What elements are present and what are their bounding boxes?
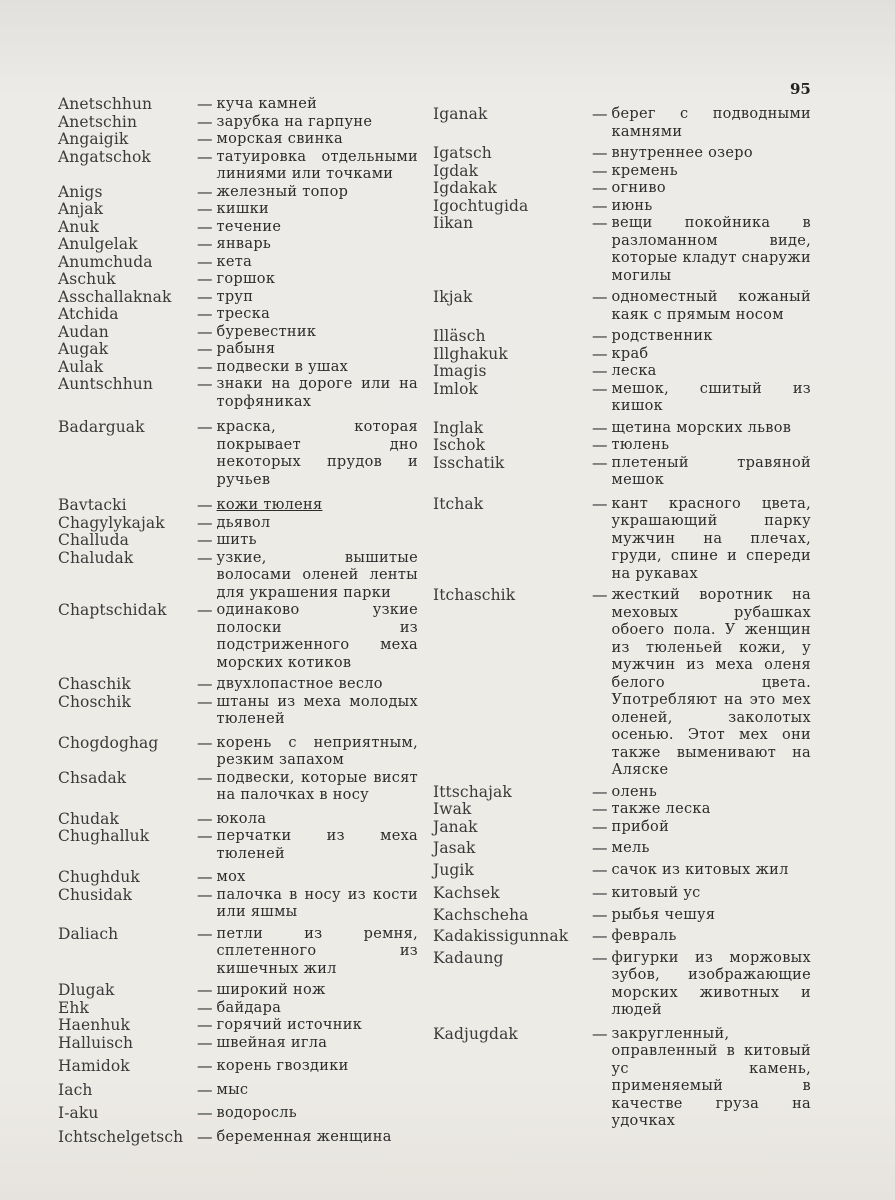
- term: Ehk: [58, 998, 89, 1017]
- definition: течение: [216, 218, 282, 235]
- entry-2: Angaigik — морская свинка: [58, 131, 418, 149]
- entry-22: Kachscheha — рыбья чешуя: [433, 907, 811, 925]
- term: Anetschin: [58, 112, 138, 131]
- term: Anumchuda: [58, 252, 153, 271]
- term: Audan: [58, 322, 109, 341]
- term: Kachsek: [433, 884, 500, 902]
- definition: огниво: [611, 180, 666, 196]
- term: Chughalluk: [58, 827, 150, 845]
- term: Imagis: [433, 362, 487, 380]
- term: Janak: [433, 817, 478, 836]
- entry-18: Janak — прибой: [433, 819, 811, 837]
- definition: железный топор: [216, 183, 349, 200]
- entry-21: Kachsek — китовый ус: [433, 885, 811, 903]
- left-column: [58, 96, 418, 1146]
- definition: зарубка на гарпуне: [216, 113, 373, 130]
- entry-38: Ichtschelgetsch — беременная женщина: [58, 1129, 418, 1147]
- term: Chogdoghag: [58, 733, 159, 752]
- definition: родственник: [611, 328, 713, 344]
- entry-34: Halluisch — швейная игла: [58, 1035, 418, 1053]
- term: Anjak: [58, 200, 104, 218]
- term: Kadakissigunnak: [433, 927, 569, 945]
- definition: узкие, вышитые волосами оленей ленты для украшения парки: [216, 549, 418, 601]
- definition: щетина морских львов: [611, 419, 792, 436]
- right-column: [433, 106, 811, 1131]
- term: Auntschhun: [58, 375, 153, 393]
- term: Chaptschidak: [58, 601, 167, 619]
- definition: беременная женщина: [216, 1128, 392, 1145]
- definition: фигурки из моржовых зубов, изображающие морских животных и людей: [611, 949, 811, 1018]
- entry-37: I-aku — водоросль: [58, 1105, 418, 1123]
- entry-16: Badarguak — краска, которая покрывает дно некоторых прудов и ручьев: [58, 418, 418, 488]
- definition: юкола: [216, 810, 267, 827]
- entry-36: Iach — мыс: [58, 1082, 418, 1100]
- entry-0: Anetschhun — куча камней: [58, 96, 418, 114]
- term: Angaigik: [58, 130, 129, 148]
- definition: корень гвоздики: [216, 1058, 349, 1074]
- definition: подвески, которые висят на палочках в носу: [216, 769, 418, 803]
- entry-33: Haenhuk — горячий источник: [58, 1017, 418, 1035]
- definition: подвески в ушах: [216, 358, 349, 375]
- entry-3: Angatschok — татуировка отдельными линиями или точками: [58, 147, 418, 182]
- entry-12: Ischok — тюлень: [433, 437, 811, 455]
- definition: морская свинка: [216, 131, 343, 147]
- definition: перчатки из меха тюленей: [216, 828, 418, 862]
- term: Angatschok: [58, 147, 151, 166]
- definition: январь: [216, 236, 272, 252]
- term: Inglak: [433, 418, 484, 437]
- entry-17: Iwak — также леска: [433, 801, 811, 819]
- definition: корень с неприятным, резким запахом: [216, 734, 418, 768]
- definition: закругленный, оправленный в китовый ус камень, применяемый в качестве груза на удочках: [611, 1025, 811, 1129]
- definition: одноместный кожаный каяк с прямым носом: [611, 289, 811, 323]
- definition: куча камней: [216, 96, 318, 112]
- term: Igdak: [433, 161, 479, 180]
- entry-19: Jasak — мель: [433, 840, 811, 858]
- entry-11: Atchida — треска: [58, 306, 418, 324]
- term: Anetschhun: [58, 95, 153, 113]
- entry-14: Itchak — кант красного цвета, украшающий парку мужчин на плечах, груди, спине и спереди на рукавах: [433, 494, 811, 582]
- entry-12: Audan — буревестник: [58, 324, 418, 342]
- definition: знаки на дороге или на торфяниках: [216, 376, 418, 410]
- term: Aulak: [58, 357, 104, 376]
- entry-0: Iganak — берег с подводными камнями: [433, 105, 811, 140]
- term: Anuk: [58, 217, 99, 236]
- term: Haenhuk: [58, 1016, 130, 1034]
- definition: мешок, сшитый из кишок: [611, 380, 811, 414]
- term: Badarguak: [58, 418, 145, 436]
- entry-18: Chagylykajak — дьявол: [58, 515, 418, 533]
- entry-22: Chaschik — двухлопастное весло: [58, 676, 418, 694]
- term: Halluisch: [58, 1033, 134, 1052]
- entry-6: Anuk — течение: [58, 219, 418, 237]
- definition: внутреннее озеро: [611, 145, 753, 161]
- term: Illäsch: [433, 327, 486, 345]
- definition: треска: [216, 306, 271, 322]
- definition: рабыня: [216, 341, 276, 357]
- entry-4: Igochtugida — июнь: [433, 198, 811, 216]
- term: Jugik: [433, 860, 474, 879]
- entry-1: Igatsch — внутреннее озеро: [433, 145, 811, 163]
- term: Ischok: [433, 436, 486, 454]
- entry-15: Itchaschik — жесткий воротник на меховых рубашках обоего пола. У женщин из тюленьей кожи, у мужчин из меха оленя белого цвета. Употребляют на это мех оленей, заколотых осенью. Этот мех они также выменивают на Аляске: [433, 586, 811, 778]
- entry-8: Anumchuda — кета: [58, 254, 418, 272]
- entry-17: Bavtacki — кожи тюленя: [58, 497, 418, 515]
- entry-2: Igdak — кремень: [433, 163, 811, 181]
- definition: мель: [611, 840, 650, 856]
- definition: дьявол: [216, 514, 271, 531]
- entry-7: Illäsch — родственник: [433, 328, 811, 346]
- definition: плетеный травяной мешок: [611, 454, 811, 488]
- term: Isschatik: [433, 453, 505, 472]
- entry-35: Hamidok — корень гвоздики: [58, 1058, 418, 1076]
- term: Jasak: [433, 839, 476, 857]
- entry-20: Jugik — сачок из китовых жил: [433, 862, 811, 880]
- entry-31: Dlugak — широкий нож: [58, 982, 418, 1000]
- definition: сачок из китовых жил: [611, 861, 789, 878]
- term: Choschik: [58, 692, 131, 711]
- entry-32: Ehk — байдара: [58, 1000, 418, 1018]
- entry-20: Chaludak — узкие, вышитые волосами оленей ленты для украшения парки: [58, 548, 418, 601]
- term: Iikan: [433, 214, 474, 232]
- entry-14: Aulak — подвески в ушах: [58, 359, 418, 377]
- entry-1: Anetschin — зарубка на гарпуне: [58, 114, 418, 132]
- term: Ittschajak: [433, 782, 512, 801]
- definition: татуировка отдельными линиями или точками: [216, 148, 418, 182]
- definition: буревестник: [216, 323, 317, 340]
- entry-4: Anigs — железный топор: [58, 184, 418, 202]
- entry-13: Isschatik — плетеный травяной мешок: [433, 453, 811, 488]
- entry-3: Igdakak — огниво: [433, 180, 811, 198]
- definition: краб: [611, 345, 649, 362]
- definition: прибой: [611, 818, 670, 835]
- definition: также леска: [611, 801, 711, 817]
- definition: кишки: [216, 201, 269, 217]
- term: Chughduk: [58, 868, 140, 886]
- definition: шить: [216, 532, 257, 548]
- term: Bavtacki: [58, 496, 127, 514]
- entry-23: Choschik — штаны из меха молодых тюленей: [58, 692, 418, 727]
- term: Igdakak: [433, 179, 497, 197]
- entry-10: Asschallaknak — труп: [58, 289, 418, 307]
- entry-29: Chusidak — палочка в носу из кости или яшмы: [58, 885, 418, 920]
- definition: штаны из меха молодых тюленей: [216, 693, 418, 727]
- entry-25: Chsadak — подвески, которые висят на палочках в носу: [58, 768, 418, 803]
- entry-7: Anulgelak — январь: [58, 236, 418, 254]
- entry-9: Aschuk — горшок: [58, 271, 418, 289]
- definition: кета: [216, 253, 253, 270]
- term: Anigs: [58, 182, 103, 201]
- term: Kadjugdak: [433, 1024, 518, 1043]
- term: Illghakuk: [433, 344, 508, 363]
- term: Challuda: [58, 531, 129, 549]
- definition: горячий источник: [216, 1017, 363, 1033]
- term: Itchaschik: [433, 586, 516, 604]
- definition: олень: [611, 783, 658, 800]
- entry-10: Imlok — мешок, сшитый из кишок: [433, 379, 811, 414]
- term: Kachscheha: [433, 905, 529, 924]
- definition: берег с подводными камнями: [611, 106, 811, 140]
- definition: кант красного цвета, украшающий парку мужчин на плечах, груди, спине и спереди на рукавах: [611, 495, 811, 582]
- term: Igatsch: [433, 144, 492, 162]
- definition: петли из ремня, сплетенного из кишечных жил: [216, 925, 418, 977]
- definition: жесткий воротник на меховых рубашках обоего пола. У женщин из тюленьей кожи, у мужчин из меха оленя белого цвета. Употребляют на это мех оленей, заколотых осенью. Этот мех они также выменивают на Аляске: [611, 587, 811, 778]
- entry-8: Illghakuk — краб: [433, 346, 811, 364]
- page-number: 95: [790, 80, 811, 98]
- definition: июнь: [611, 197, 653, 214]
- definition: леска: [611, 363, 657, 379]
- term: Chsadak: [58, 768, 127, 787]
- term: Chaschik: [58, 675, 131, 693]
- entry-24: Kadaung — фигурки из моржовых зубов, изображающие морских животных и людей: [433, 948, 811, 1018]
- entry-16: Ittschajak — олень: [433, 784, 811, 802]
- entry-24: Chogdoghag — корень с неприятным, резким запахом: [58, 733, 418, 768]
- definition: швейная игла: [216, 1034, 328, 1051]
- entry-13: Augak — рабыня: [58, 341, 418, 359]
- term: Atchida: [58, 305, 119, 323]
- term: Ichtschelgetsch: [58, 1127, 184, 1146]
- entry-15: Auntschhun — знаки на дороге или на торфяниках: [58, 375, 418, 410]
- term: Chaludak: [58, 548, 134, 567]
- definition: одинаково узкие полоски из подстриженного меха морских котиков: [216, 602, 418, 671]
- definition: мох: [216, 869, 246, 885]
- term: Iach: [58, 1080, 93, 1099]
- term: Ikjak: [433, 288, 473, 306]
- term: Igochtugida: [433, 196, 529, 215]
- definition: водоросль: [216, 1105, 297, 1121]
- term: Iwak: [433, 800, 472, 818]
- definition: китовый ус: [611, 885, 701, 901]
- definition: рыбья чешуя: [611, 906, 716, 923]
- entry-21: Chaptschidak — одинаково узкие полоски из подстриженного меха морских котиков: [58, 601, 418, 671]
- term: Itchak: [433, 494, 484, 513]
- term: Dlugak: [58, 981, 115, 999]
- term: Chusidak: [58, 885, 133, 904]
- entry-23: Kadakissigunnak — февраль: [433, 928, 811, 946]
- entry-26: Chudak — юкола: [58, 811, 418, 829]
- entry-9: Imagis — леска: [433, 363, 811, 381]
- term: Aschuk: [58, 270, 116, 288]
- entry-25: Kadjugdak — закругленный, оправленный в китовый ус камень, применяемый в качестве груза на удочках: [433, 1024, 811, 1129]
- definition: широкий нож: [216, 982, 326, 998]
- definition: двухлопастное весло: [216, 676, 383, 692]
- definition: тюлень: [611, 437, 670, 453]
- entry-27: Chughalluk — перчатки из меха тюленей: [58, 827, 418, 862]
- term: Daliach: [58, 924, 119, 943]
- definition: февраль: [611, 928, 677, 944]
- term: Iganak: [433, 105, 488, 123]
- term: Chagylykajak: [58, 513, 165, 532]
- term: Augak: [58, 340, 109, 358]
- entry-5: Iikan — вещи покойника в разломанном виде, которые кладут снаружи могилы: [433, 214, 811, 284]
- entry-19: Challuda — шить: [58, 532, 418, 550]
- term: Anulgelak: [58, 235, 138, 253]
- term: Asschallaknak: [58, 287, 172, 306]
- entry-5: Anjak — кишки: [58, 201, 418, 219]
- definition: горшок: [216, 271, 276, 287]
- term: Kadaung: [433, 948, 504, 967]
- definition: вещи покойника в разломанном виде, которые кладут снаружи могилы: [611, 215, 811, 284]
- definition: краска, которая покрывает дно некоторых прудов и ручьев: [216, 419, 418, 488]
- entry-11: Inglak — щетина морских львов: [433, 420, 811, 438]
- term: Imlok: [433, 379, 479, 398]
- definition: мыс: [216, 1081, 249, 1098]
- term: Chudak: [58, 809, 119, 828]
- entry-28: Chughduk — мох: [58, 869, 418, 887]
- term: I-aku: [58, 1104, 99, 1122]
- definition: труп: [216, 288, 254, 305]
- entry-6: Ikjak — одноместный кожаный каяк с прямым носом: [433, 288, 811, 323]
- term: Hamidok: [58, 1057, 130, 1075]
- definition: палочка в носу из кости или яшмы: [216, 886, 418, 920]
- definition: кожи тюленя: [216, 497, 323, 513]
- entry-30: Daliach — петли из ремня, сплетенного из кишечных жил: [58, 924, 418, 977]
- definition: байдара: [216, 999, 282, 1016]
- definition: кремень: [611, 162, 678, 179]
